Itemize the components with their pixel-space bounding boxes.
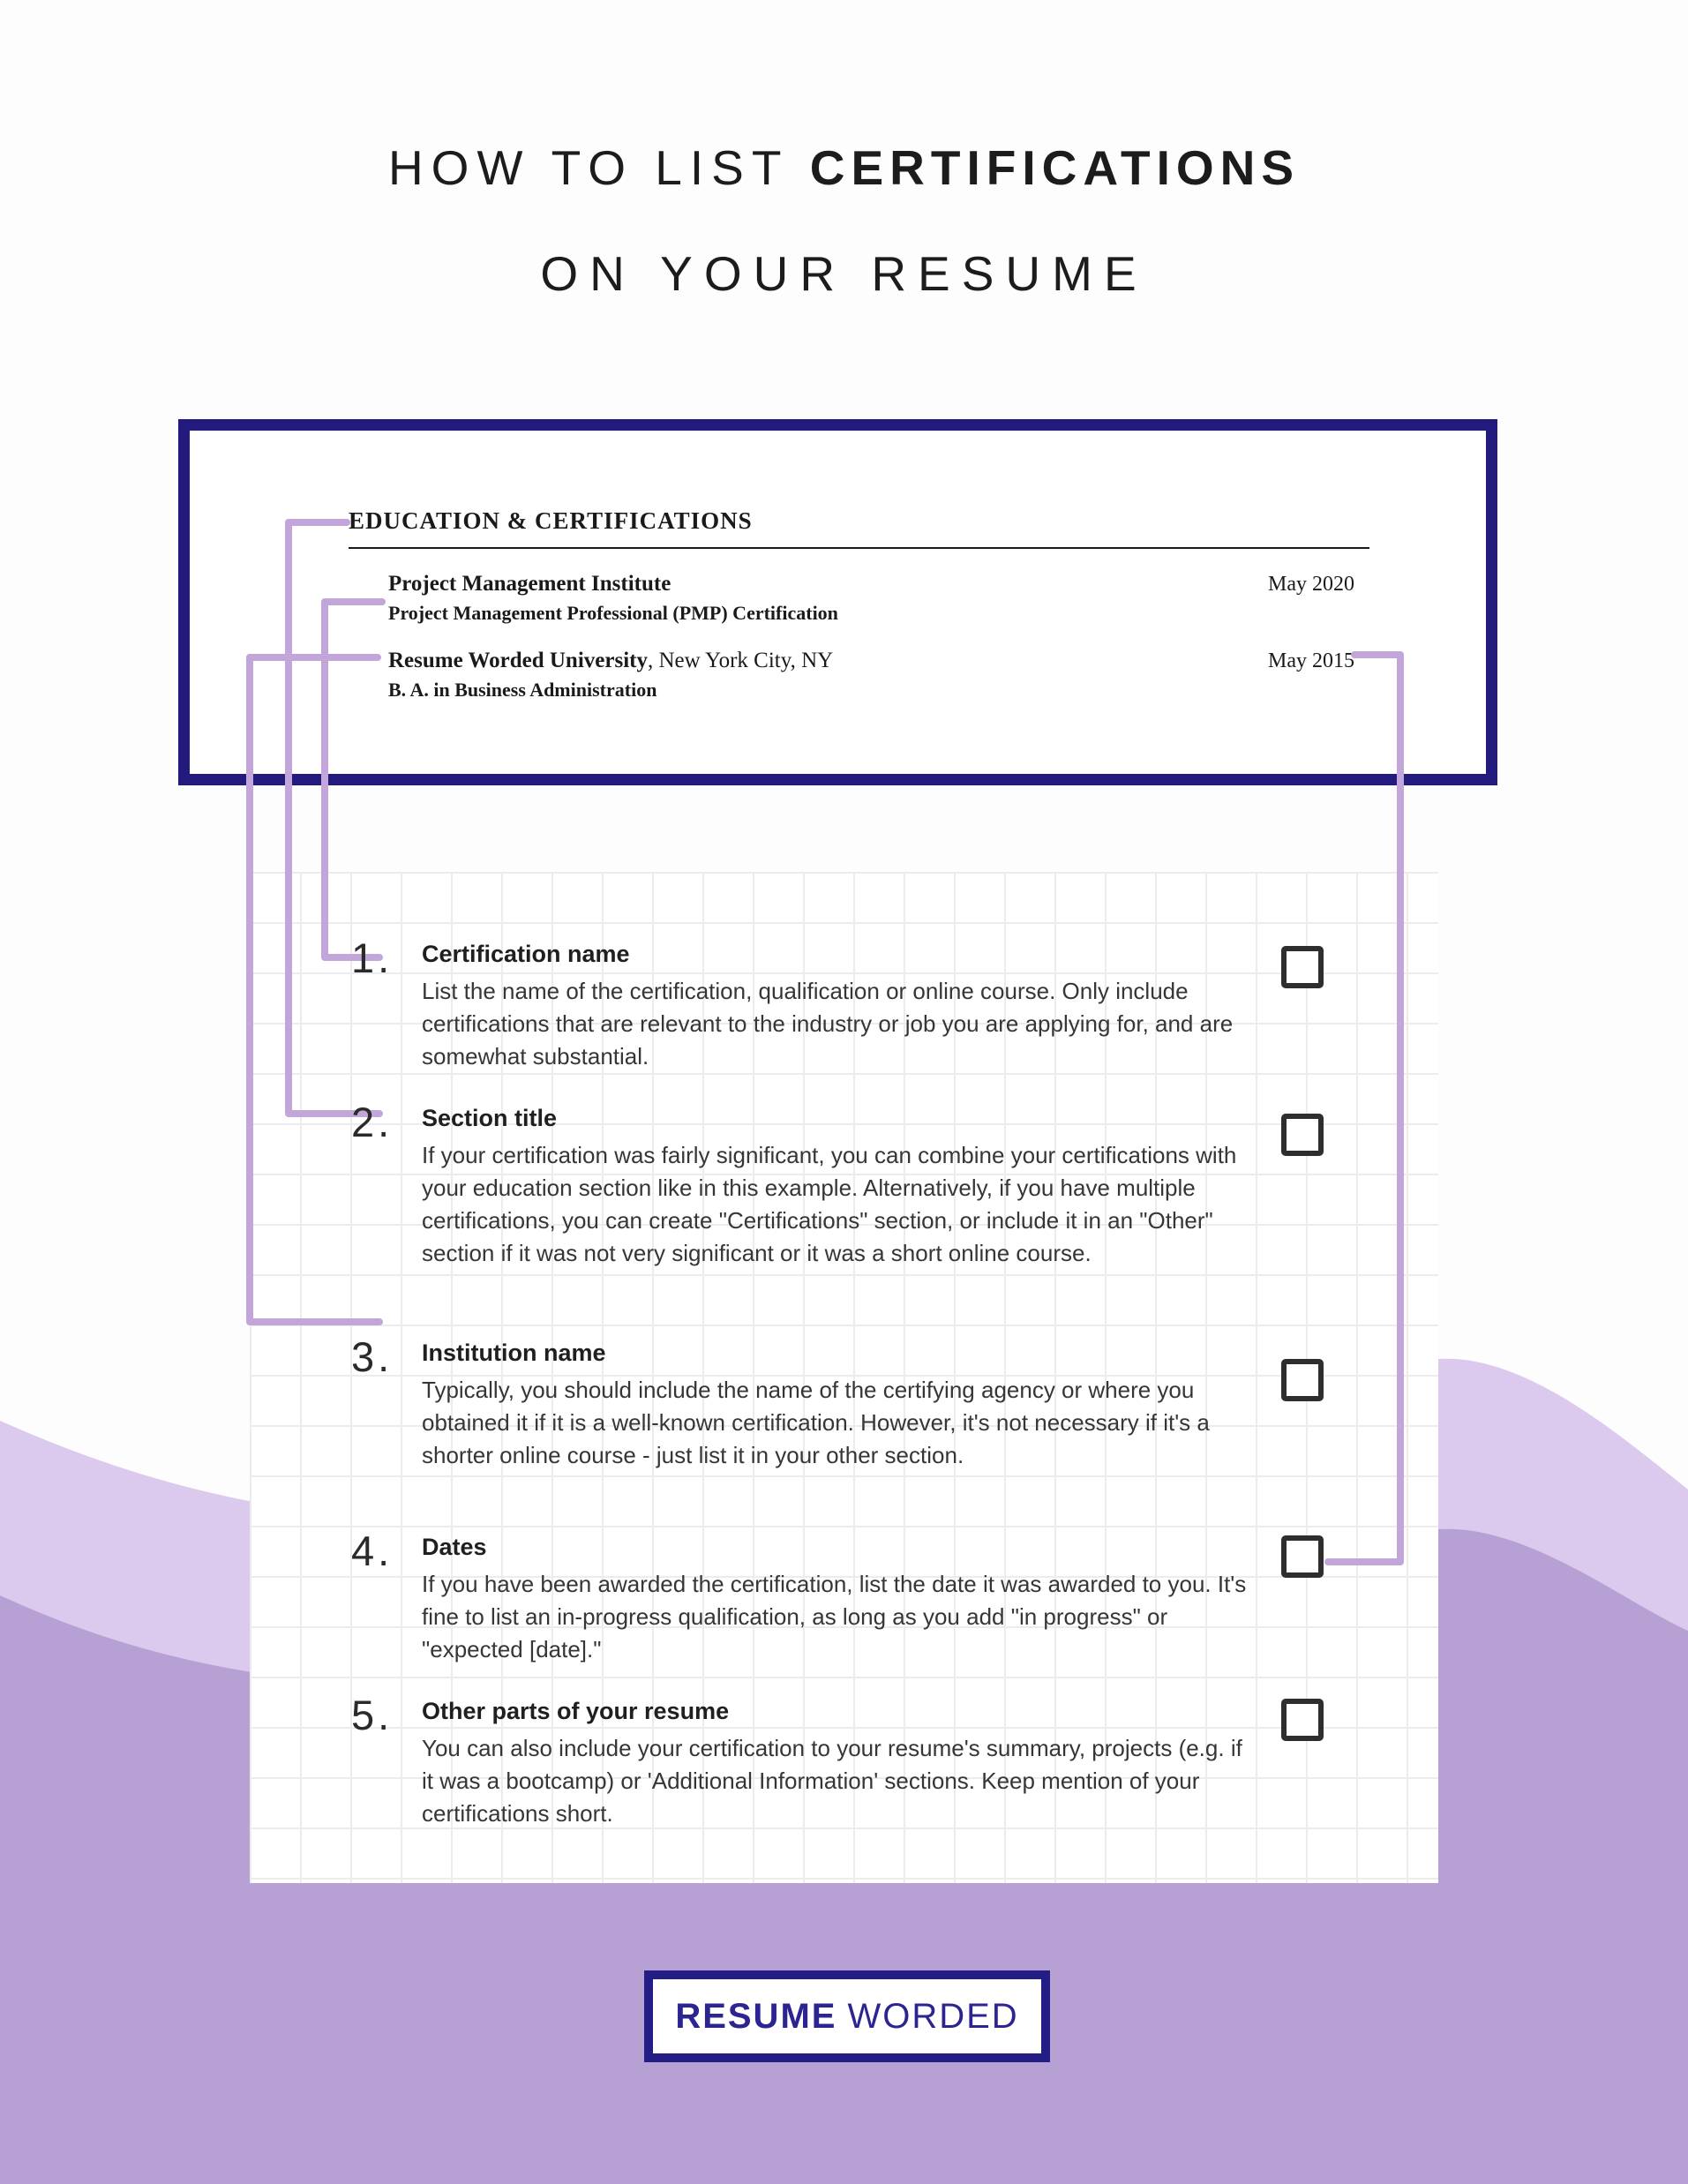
entry-detail: B. A. in Business Administration <box>388 679 657 701</box>
resume-section-header: EDUCATION & CERTIFICATIONS <box>349 507 1369 549</box>
resume-worded-logo <box>644 1970 1050 2062</box>
tip-body: List the name of the certification, qualification or online course. Only include certifications that are relevant to the industry or job you are applying for, and are somewhat substantial. <box>422 978 1234 1069</box>
logo-word-worded: WORDED <box>847 1996 1019 2036</box>
checkbox-icon[interactable] <box>1281 1114 1324 1156</box>
title-regular: HOW TO LIST <box>387 140 810 195</box>
checkbox-icon[interactable] <box>1281 1359 1324 1401</box>
tip-heading: Institution name <box>422 1340 606 1366</box>
tip-item-2 <box>351 1100 1295 1270</box>
tip-content <box>422 935 1295 1073</box>
organization-name: Resume Worded University <box>388 649 648 672</box>
title-bold: CERTIFICATIONS <box>809 140 1301 195</box>
checkbox-icon[interactable] <box>1281 1699 1324 1741</box>
checkbox-icon[interactable] <box>1281 1535 1324 1578</box>
tip-content <box>422 1100 1295 1270</box>
tip-heading: Other parts of your resume <box>422 1698 730 1724</box>
logo-word-resume: RESUME <box>675 1996 837 2036</box>
tip-body: Typically, you should include the name of the certifying agency or where you obtained it if it is a well-known certification. However, it's not necessary if it's a shorter online course - just list it in your other section. <box>422 1377 1210 1468</box>
tip-number: 2. <box>351 1099 394 1145</box>
connector-dates <box>1328 655 1400 1562</box>
organization-name: Project Management Institute <box>388 572 671 596</box>
tip-heading: Section title <box>422 1105 558 1131</box>
tip-content <box>422 1334 1295 1472</box>
entry-date: May 2015 <box>1268 649 1354 672</box>
tip-item-1 <box>351 935 1295 1073</box>
tip-number: 5. <box>351 1692 394 1738</box>
tip-number: 4. <box>351 1527 394 1574</box>
tip-heading: Certification name <box>422 941 630 967</box>
tip-content <box>422 1528 1295 1666</box>
organization-location: , New York City, NY <box>647 649 834 672</box>
tip-item-4 <box>351 1528 1295 1666</box>
tip-content <box>422 1692 1295 1830</box>
tip-body: If you have been awarded the certification, list the date it was awarded to you. It's fine to list an in-progress qualification, as long as you add "in progress" or "expected [date]." <box>422 1571 1247 1662</box>
tip-item-3 <box>351 1334 1295 1472</box>
tip-item-5 <box>351 1692 1295 1830</box>
title-line-2: ON YOUR RESUME <box>540 246 1148 301</box>
tip-heading: Dates <box>422 1534 487 1560</box>
logo-text <box>675 1997 1018 2037</box>
checkbox-icon[interactable] <box>1281 946 1324 988</box>
tip-body: You can also include your certification to your resume's summary, projects (e.g. if it was a bootcamp) or 'Additional Information' sections. Keep mention of your certifications short. <box>422 1735 1242 1827</box>
entry-detail: Project Management Professional (PMP) Certification <box>388 602 838 624</box>
entry-date: May 2020 <box>1268 573 1354 596</box>
tip-number: 1. <box>351 934 394 981</box>
tip-number: 3. <box>351 1333 394 1380</box>
tip-body: If your certification was fairly significant, you can combine your certifications with your education section like in this example. Alternatively, if you have multiple certifications, you can create "Certifications" section, or include it in an "Other" section if it was not very significant or it was a short online course. <box>422 1142 1237 1266</box>
